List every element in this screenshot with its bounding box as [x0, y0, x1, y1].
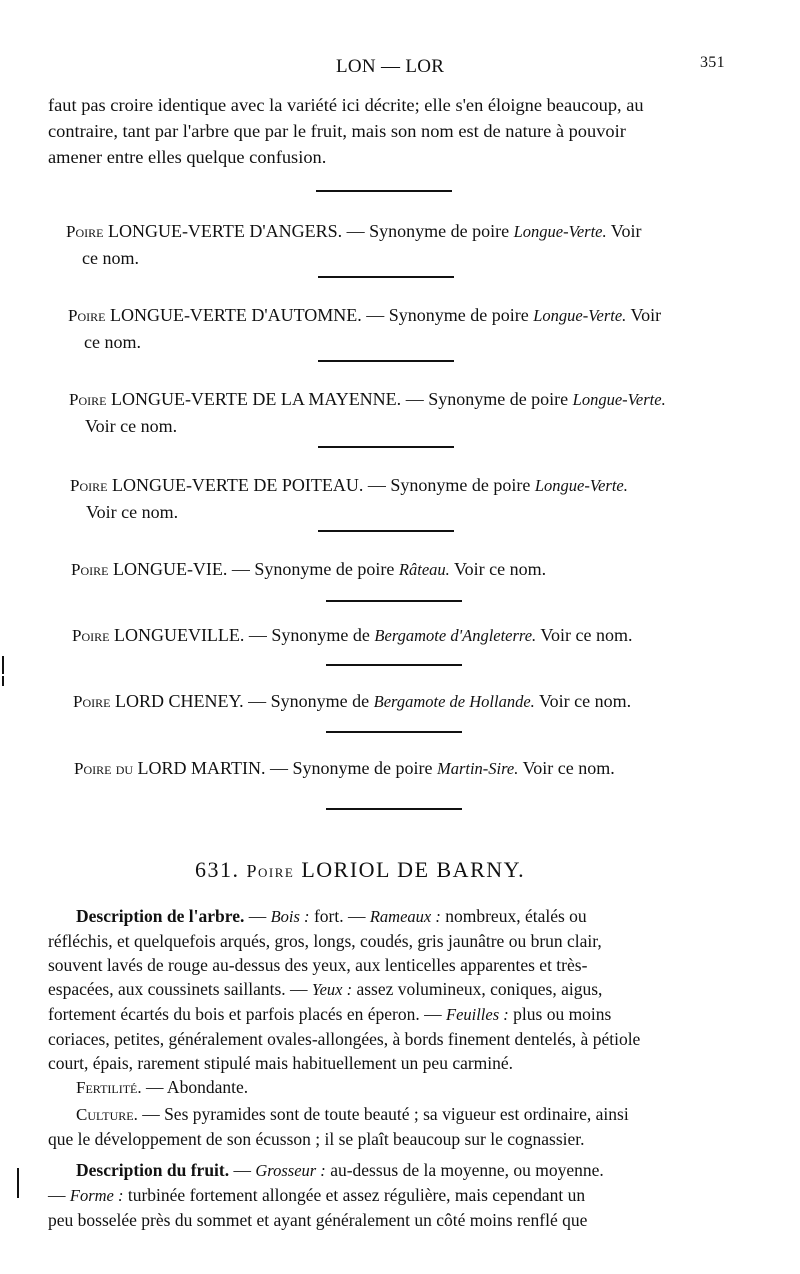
- entry-name: LORD CHENEY.: [114, 691, 244, 711]
- entry-name: LONGUE-VIE.: [112, 559, 228, 579]
- description-arbre: [48, 904, 738, 1075]
- entry-text: — Synonyme de poire: [346, 221, 510, 241]
- fertilite: [48, 1074, 738, 1101]
- entry-tail: Voir ce nom.: [453, 559, 547, 579]
- entry-reference: Martin-Sire.: [436, 759, 519, 778]
- separator-rule: [326, 600, 462, 602]
- entry-prefix: Poire: [69, 390, 107, 409]
- entry-continuation: ce nom.: [84, 332, 141, 352]
- entry-tail: Voir ce nom.: [538, 691, 632, 711]
- separator-rule: [318, 276, 454, 278]
- text: —: [248, 906, 271, 926]
- separator-rule: [318, 360, 454, 362]
- entry-name: LONGUE-VERTE D'ANGERS.: [107, 221, 343, 241]
- text-line: coriaces, petites, généralement ovales-allongées, à bords finement dentelés, à pétiole: [48, 1029, 641, 1049]
- term: Bois :: [270, 907, 310, 926]
- entry-text: — Synonyme de poire: [405, 389, 569, 409]
- text: — Abondante.: [146, 1077, 249, 1097]
- entry-prefix: Poire: [71, 560, 109, 579]
- entry-tail: Voir ce nom.: [540, 625, 633, 645]
- article-title: LORIOL DE BARNY.: [301, 857, 526, 882]
- entry-name: LONGUE-VERTE DE POITEAU.: [111, 475, 364, 495]
- intro-line: contraire, tant par l'arbre que par le fruit, mais son nom est de nature à pouvoir: [48, 121, 626, 141]
- margin-mark: [2, 656, 4, 674]
- synonym-entry: [70, 472, 628, 526]
- entry-tail: Voir: [610, 221, 642, 241]
- separator-rule: [326, 664, 462, 666]
- entry-prefix: Poire du: [74, 759, 134, 778]
- synonym-entry: [69, 386, 666, 440]
- margin-mark: [17, 1168, 19, 1198]
- text-line: peu bosselée près du sommet et ayant généralement un côté moins renflé que: [48, 1210, 588, 1230]
- text: turbinée fortement allongée et assez régulière, mais cependant un: [123, 1185, 586, 1205]
- synonym-entry: [68, 302, 661, 356]
- intro-paragraph: [48, 92, 738, 170]
- entry-name: LONGUE-VERTE D'AUTOMNE.: [109, 305, 362, 325]
- entry-continuation: Voir ce nom.: [85, 416, 178, 436]
- synonym-entry: [74, 755, 615, 782]
- article-heading: [195, 857, 525, 883]
- synonym-entry: [72, 622, 633, 649]
- description-fruit: [48, 1158, 738, 1232]
- text: fortement écartés du bois et parfois placés en éperon. —: [48, 1004, 446, 1024]
- entry-reference: Longue-Verte.: [513, 222, 607, 241]
- text-line: souvent lavés de rouge au-dessus des yeux, aux lenticelles apparentes et très-: [48, 955, 588, 975]
- page-number: 351: [700, 54, 725, 71]
- text: — Ses pyramides sont de toute beauté ; sa vigueur est ordinaire, ainsi: [142, 1104, 629, 1124]
- synonym-entry: [73, 688, 631, 715]
- term: Forme :: [69, 1186, 124, 1205]
- entry-text: — Synonyme de: [248, 691, 370, 711]
- text: fort. —: [309, 906, 370, 926]
- entry-prefix: Poire: [72, 626, 110, 645]
- separator-rule: [318, 530, 454, 532]
- entry-text: — Synonyme de: [248, 625, 370, 645]
- text: plus ou moins: [508, 1004, 612, 1024]
- entry-reference: Longue-Verte.: [534, 476, 628, 495]
- margin-mark: [2, 676, 4, 686]
- entry-continuation: Voir ce nom.: [86, 502, 179, 522]
- term: Feuilles :: [445, 1005, 509, 1024]
- intro-line: faut pas croire identique avec la variété ici décrite; elle s'en éloigne beaucoup, au: [48, 95, 644, 115]
- entry-reference: Longue-Verte.: [533, 306, 627, 325]
- text: —: [233, 1160, 256, 1180]
- text-line: réfléchis, et quelquefois arqués, gros, longs, coudés, gris jaunâtre ou brun clair,: [48, 931, 602, 951]
- entry-text: — Synonyme de poire: [269, 758, 433, 778]
- synonym-entry: [66, 218, 641, 272]
- entry-reference: Râteau.: [398, 560, 450, 579]
- entry-text: — Synonyme de poire: [367, 475, 531, 495]
- entry-prefix: Poire: [73, 692, 111, 711]
- entry-text: — Synonyme de poire: [231, 559, 395, 579]
- entry-tail: Voir: [630, 305, 662, 325]
- text: assez volumineux, coniques, aigus,: [352, 979, 603, 999]
- section-label: Description de l'arbre.: [76, 906, 245, 926]
- section-label: Description du fruit.: [76, 1160, 230, 1180]
- text: nombreux, étalés ou: [440, 906, 587, 926]
- term: Yeux :: [311, 980, 353, 999]
- entry-name: LONGUEVILLE.: [113, 625, 245, 645]
- entry-name: LONGUE-VERTE DE LA MAYENNE.: [110, 389, 402, 409]
- entry-name: LORD MARTIN.: [137, 758, 266, 778]
- culture: [48, 1102, 738, 1151]
- term: Rameaux :: [369, 907, 441, 926]
- separator-rule: [326, 808, 462, 810]
- separator-rule: [316, 190, 452, 192]
- entry-reference: Bergamote de Hollande.: [373, 692, 535, 711]
- entry-prefix: Poire: [68, 306, 106, 325]
- term: Grosseur :: [255, 1161, 326, 1180]
- entry-continuation: ce nom.: [82, 248, 139, 268]
- entry-tail: Voir ce nom.: [522, 758, 615, 778]
- synonym-entry: [71, 556, 546, 583]
- separator-rule: [318, 446, 454, 448]
- running-title: LON — LOR: [336, 56, 445, 77]
- section-label: Culture.: [76, 1105, 138, 1124]
- entry-prefix: Poire: [66, 222, 104, 241]
- separator-rule: [326, 731, 462, 733]
- entry-reference: Bergamote d'Angleterre.: [374, 626, 537, 645]
- section-label: Fertilité.: [76, 1078, 142, 1097]
- text: espacées, aux coussinets saillants. —: [48, 979, 312, 999]
- entry-reference: Longue-Verte.: [572, 390, 666, 409]
- text-line: que le développement de son écusson ; il se plaît beaucoup sur le cognassier.: [48, 1129, 585, 1149]
- text-line: court, épais, rarement stipulé mais habituellement un peu carminé.: [48, 1053, 514, 1073]
- entry-prefix: Poire: [70, 476, 108, 495]
- intro-line: amener entre elles quelque confusion.: [48, 147, 327, 167]
- entry-text: — Synonyme de poire: [366, 305, 529, 325]
- article-number: 631.: [195, 857, 240, 882]
- text: —: [48, 1185, 70, 1205]
- article-prefix: Poire: [246, 861, 295, 881]
- text: au-dessus de la moyenne, ou moyenne.: [325, 1160, 604, 1180]
